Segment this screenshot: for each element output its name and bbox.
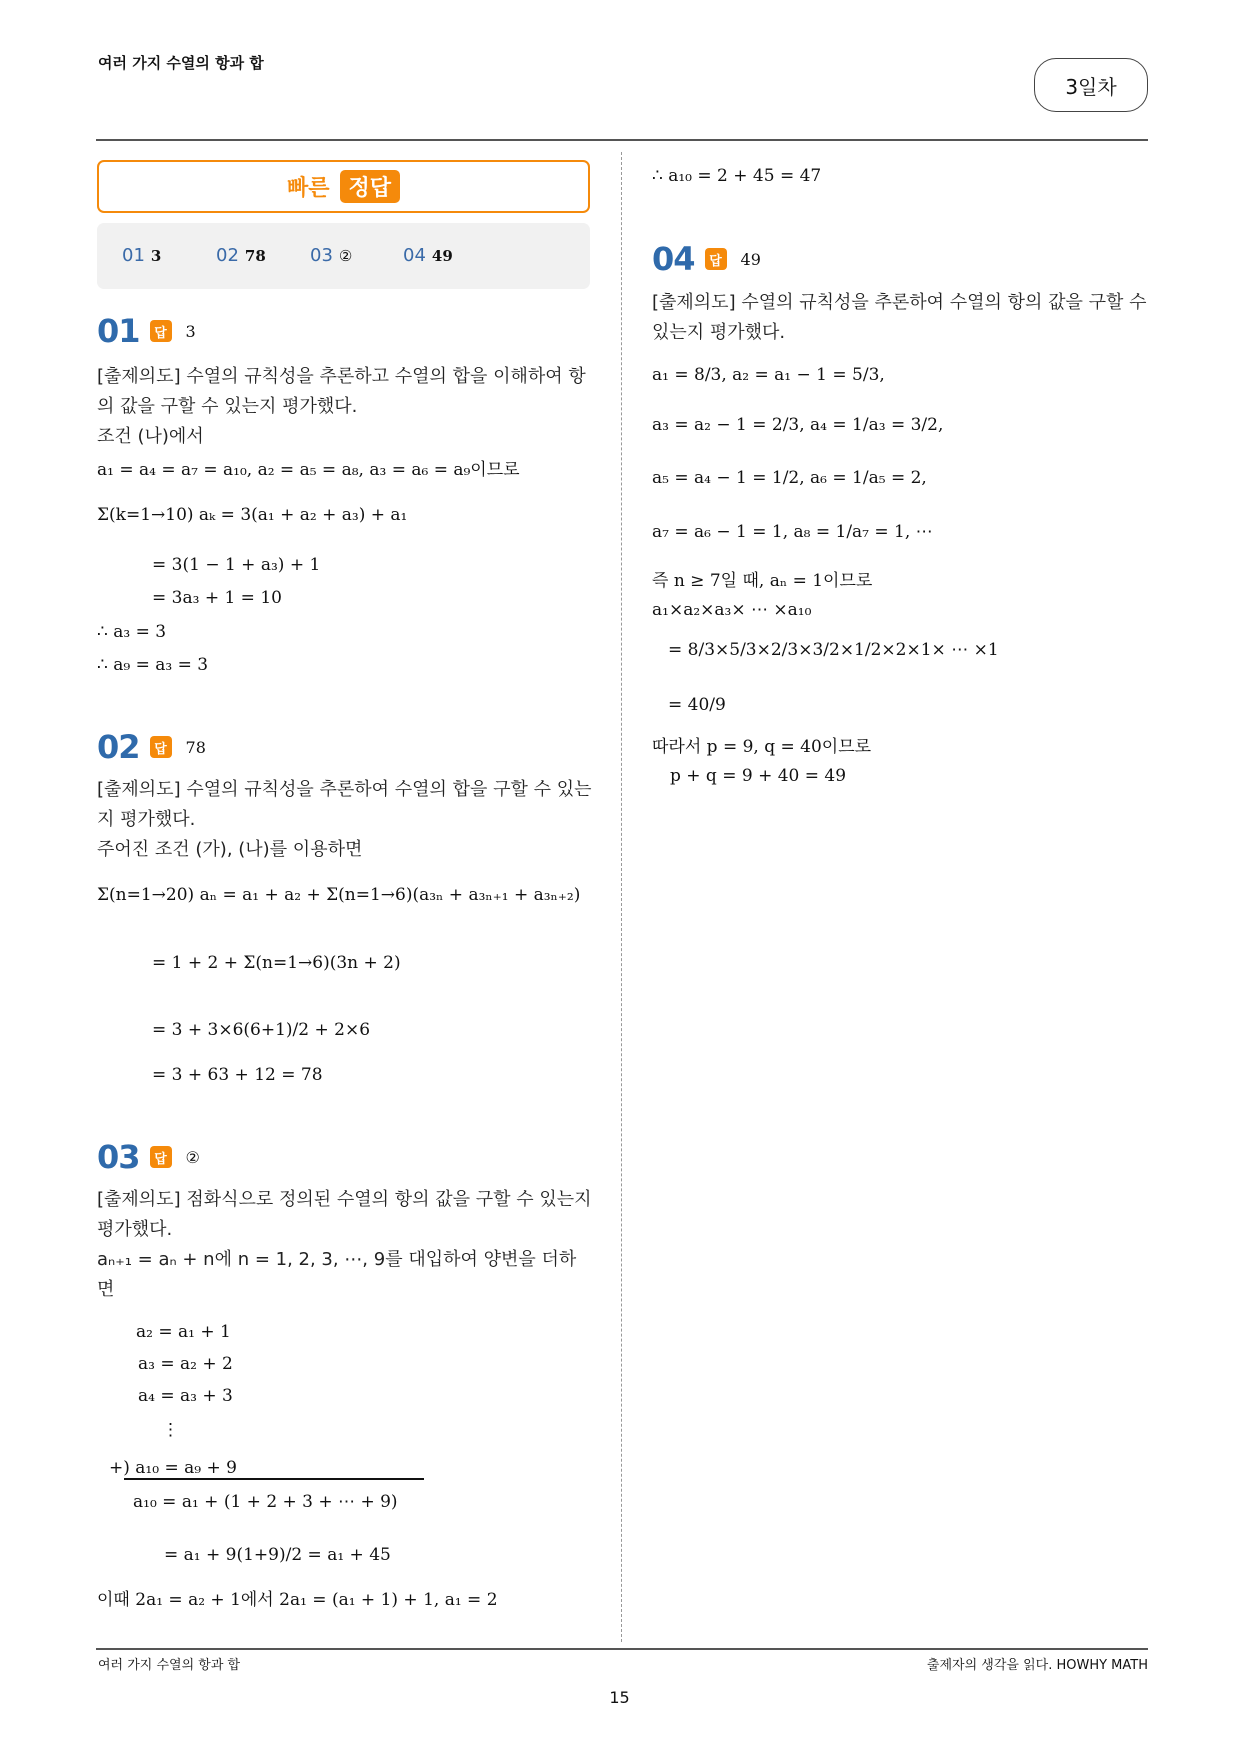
problem-01-intent: [출제의도] 수열의 규칙성을 추론하고 수열의 합을 이해하여 항의 값을 구할 수 있는지 평가했다. xyxy=(97,366,586,417)
sum-rule xyxy=(124,1478,424,1480)
solution-line: ∴ a₉ = a₃ = 3 xyxy=(97,655,209,675)
solution-line: 따라서 p = 9, q = 40이므로 xyxy=(652,737,872,757)
solution-line: 즉 n ≥ 7일 때, aₙ = 1이므로 xyxy=(652,571,873,591)
solution-line: a₁ = 8/3, a₂ = a₁ − 1 = 5/3, xyxy=(652,365,885,385)
problem-number: 04 xyxy=(652,240,695,278)
header-divider xyxy=(96,139,1148,141)
problem-number: 03 xyxy=(97,1138,140,1176)
solution-line: +) a₁₀ = a₉ + 9 xyxy=(109,1458,237,1478)
solution-line: = 3(1 − 1 + a₃) + 1 xyxy=(152,555,321,575)
column-divider xyxy=(621,152,622,1642)
answer-badge: 답 xyxy=(705,248,727,270)
quick-answer-pill: 정답 xyxy=(340,170,401,203)
problem-02-intent: [출제의도] 수열의 규칙성을 추론하여 수열의 합을 구할 수 있는지 평가했다. xyxy=(97,779,592,830)
solution-line: Σ(n=1→20) aₙ = a₁ + a₂ + Σ(n=1→6)(a₃ₙ + a₃ₙ₊₁ + a₃ₙ₊₂) xyxy=(97,885,581,905)
solution-line: 이때 2a₁ = a₂ + 1에서 2a₁ = (a₁ + 1) + 1, a₁ = 2 xyxy=(97,1590,498,1610)
solution-line: a₅ = a₄ − 1 = 1/2, a₆ = 1/a₅ = 2, xyxy=(652,468,927,488)
footer-chapter: 여러 가지 수열의 항과 합 xyxy=(98,1658,241,1673)
solution-line: = 1 + 2 + Σ(n=1→6)(3n + 2) xyxy=(152,953,401,973)
quick-answer-item: 04 49 xyxy=(403,245,453,266)
answer-badge: 답 xyxy=(150,736,172,758)
day-badge: 3일차 xyxy=(1034,58,1148,112)
solution-line: 주어진 조건 (가), (나)를 이용하면 xyxy=(97,839,363,860)
quick-answer-word: 빠른 xyxy=(286,176,330,201)
problem-03-header xyxy=(97,1138,200,1176)
solution-line: p + q = 9 + 40 = 49 xyxy=(670,766,847,786)
solution-line: a₁₀ = a₁ + (1 + 2 + 3 + ⋯ + 9) xyxy=(133,1492,398,1512)
solution-line: = 3 + 63 + 12 = 78 xyxy=(152,1065,323,1085)
quick-answer-item: 02 78 xyxy=(216,245,266,266)
problem-02-header xyxy=(97,728,206,766)
problem-answer: 3 xyxy=(185,321,196,341)
problem-answer: 49 xyxy=(740,249,761,269)
solution-line: a₃ = a₂ + 2 xyxy=(138,1354,233,1374)
solution-line: Σ(k=1→10) aₖ = 3(a₁ + a₂ + a₃) + a₁ xyxy=(97,505,408,525)
solution-line: ∴ a₁₀ = 2 + 45 = 47 xyxy=(652,166,822,186)
page-number: 15 xyxy=(609,1688,630,1707)
solution-line: = 3 + 3×6(6+1)/2 + 2×6 xyxy=(152,1020,371,1040)
problem-04-header xyxy=(652,240,761,278)
problem-03-intent: [출제의도] 점화식으로 정의된 수열의 항의 값을 구할 수 있는지 평가했다. xyxy=(97,1189,592,1240)
problem-number: 01 xyxy=(97,312,140,350)
footer-brand: 출제자의 생각을 읽다. HOWHY MATH xyxy=(926,1658,1148,1673)
problem-answer: ② xyxy=(185,1147,200,1167)
solution-line: a₁×a₂×a₃× ⋯ ×a₁₀ xyxy=(652,600,812,620)
quick-answer-banner xyxy=(97,160,590,213)
quick-answer-item: 03 ② xyxy=(310,245,353,266)
problem-answer: 78 xyxy=(185,737,206,757)
problem-01-header xyxy=(97,312,196,350)
solution-line: a₂ = a₁ + 1 xyxy=(136,1322,231,1342)
quick-answer-list xyxy=(97,223,590,289)
quick-answer-item: 01 3 xyxy=(122,245,162,266)
solution-line: ∴ a₃ = 3 xyxy=(97,622,167,642)
solution-line: ⋮ xyxy=(162,1420,179,1440)
chapter-title: 여러 가지 수열의 항과 합 xyxy=(98,54,264,72)
solution-line: = 40/9 xyxy=(668,695,726,715)
answer-badge: 답 xyxy=(150,320,172,342)
solution-line: = 8/3×5/3×2/3×3/2×1/2×2×1× ⋯ ×1 xyxy=(668,640,999,660)
solution-line: a₁ = a₄ = a₇ = a₁₀, a₂ = a₅ = a₈, a₃ = a₆ = a₉이므로 xyxy=(97,460,520,480)
problem-04-intent: [출제의도] 수열의 규칙성을 추론하여 수열의 항의 값을 구할 수 있는지 평가했다. xyxy=(652,292,1147,343)
problem-number: 02 xyxy=(97,728,140,766)
solution-line: a₄ = a₃ + 3 xyxy=(138,1386,233,1406)
solution-line: a₇ = a₆ − 1 = 1, a₈ = 1/a₇ = 1, ⋯ xyxy=(652,522,933,542)
solution-line: = 3a₃ + 1 = 10 xyxy=(152,588,282,608)
footer-divider xyxy=(96,1648,1148,1650)
solution-line: a₃ = a₂ − 1 = 2/3, a₄ = 1/a₃ = 3/2, xyxy=(652,415,944,435)
solution-line: aₙ₊₁ = aₙ + n에 n = 1, 2, 3, ⋯, 9를 대입하여 양변을 더하면 xyxy=(97,1249,577,1300)
solution-line: 조건 (나)에서 xyxy=(97,426,204,447)
answer-badge: 답 xyxy=(150,1146,172,1168)
solution-line: = a₁ + 9(1+9)/2 = a₁ + 45 xyxy=(164,1545,391,1565)
